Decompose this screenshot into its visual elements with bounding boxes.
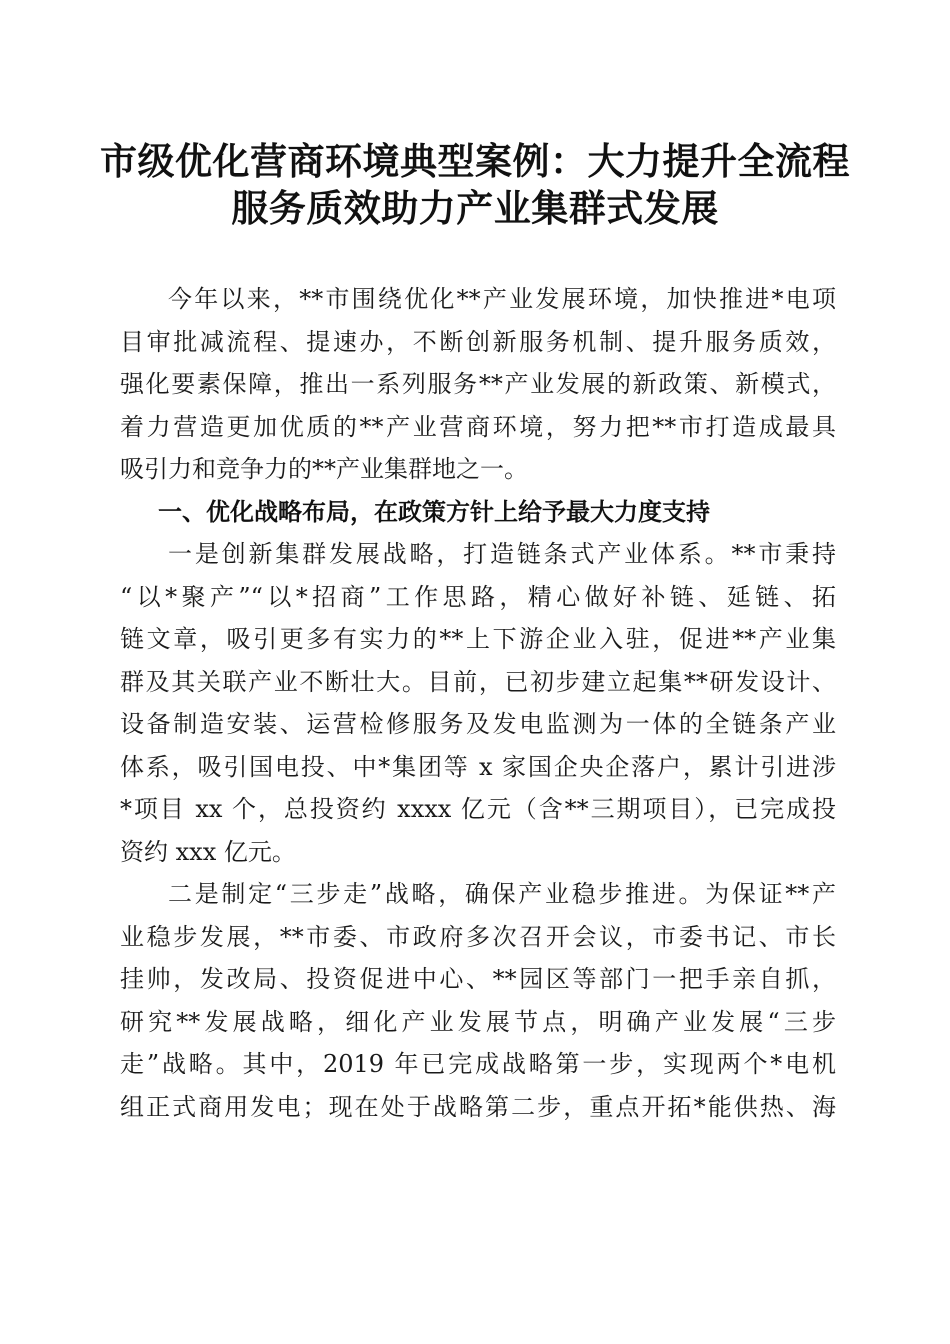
section-1-heading: 一、优化战略布局，在政策方针上给予最大力度支持 bbox=[158, 497, 710, 526]
intro-line: 目审批减流程、提速办，不断创新服务机制、提升服务质效， bbox=[120, 327, 836, 356]
intro-line: 着力营造更加优质的**产业营商环境，努力把**市打造成最具 bbox=[120, 412, 836, 441]
intro-paragraph bbox=[120, 278, 836, 491]
document-body bbox=[120, 278, 836, 1128]
paragraph-1-line: 设备制造安装、运营检修服务及发电监测为一体的全链条产业 bbox=[120, 710, 836, 738]
paragraph-1-line: 资约 xxx 亿元。 bbox=[120, 837, 296, 866]
paragraph-2 bbox=[120, 873, 836, 1128]
paragraph-1 bbox=[120, 533, 836, 873]
paragraph-2-line: 二是制定“三步走”战略，确保产业稳步推进。为保证**产 bbox=[168, 880, 836, 908]
intro-line: 吸引力和竞争力的**产业集群地之一。 bbox=[120, 455, 528, 483]
intro-line: 今年以来，**市围绕优化**产业发展环境，加快推进*电项 bbox=[168, 285, 836, 313]
paragraph-1-line: “以*聚产”“以*招商”工作思路，精心做好补链、延链、拓 bbox=[120, 582, 836, 611]
paragraph-1-line: *项目 xx 个，总投资约 xxxx 亿元（含**三期项目），已完成投 bbox=[120, 795, 836, 823]
paragraph-2-line: 研究**发展战略，细化产业发展节点，明确产业发展“三步 bbox=[120, 1007, 836, 1036]
document-title-line-1: 市级优化营商环境典型案例：大力提升全流程 bbox=[100, 139, 850, 183]
paragraph-1-line: 群及其关联产业不断壮大。目前，已初步建立起集**研发设计、 bbox=[120, 667, 836, 696]
paragraph-2-line: 组正式商用发电；现在处于战略第二步，重点开拓*能供热、海 bbox=[120, 1092, 836, 1121]
paragraph-1-line: 体系，吸引国电投、中*集团等 x 家国企央企落户，累计引进涉 bbox=[120, 752, 836, 781]
document-title-line-2: 服务质效助力产业集群式发展 bbox=[231, 186, 719, 230]
paragraph-2-line: 走”战略。其中，2019 年已完成战略第一步，实现两个*电机 bbox=[120, 1050, 836, 1078]
paragraph-1-line: 链文章，吸引更多有实力的**上下游企业入驻，促进**产业集 bbox=[120, 625, 836, 653]
paragraph-2-line: 挂帅，发改局、投资促进中心、**园区等部门一把手亲自抓， bbox=[120, 965, 836, 993]
intro-line: 强化要素保障，推出一系列服务**产业发展的新政策、新模式， bbox=[120, 370, 836, 398]
paragraph-1-line: 一是创新集群发展战略，打造链条式产业体系。**市秉持 bbox=[168, 540, 836, 568]
paragraph-2-line: 业稳步发展，**市委、市政府多次召开会议，市委书记、市长 bbox=[120, 922, 836, 951]
